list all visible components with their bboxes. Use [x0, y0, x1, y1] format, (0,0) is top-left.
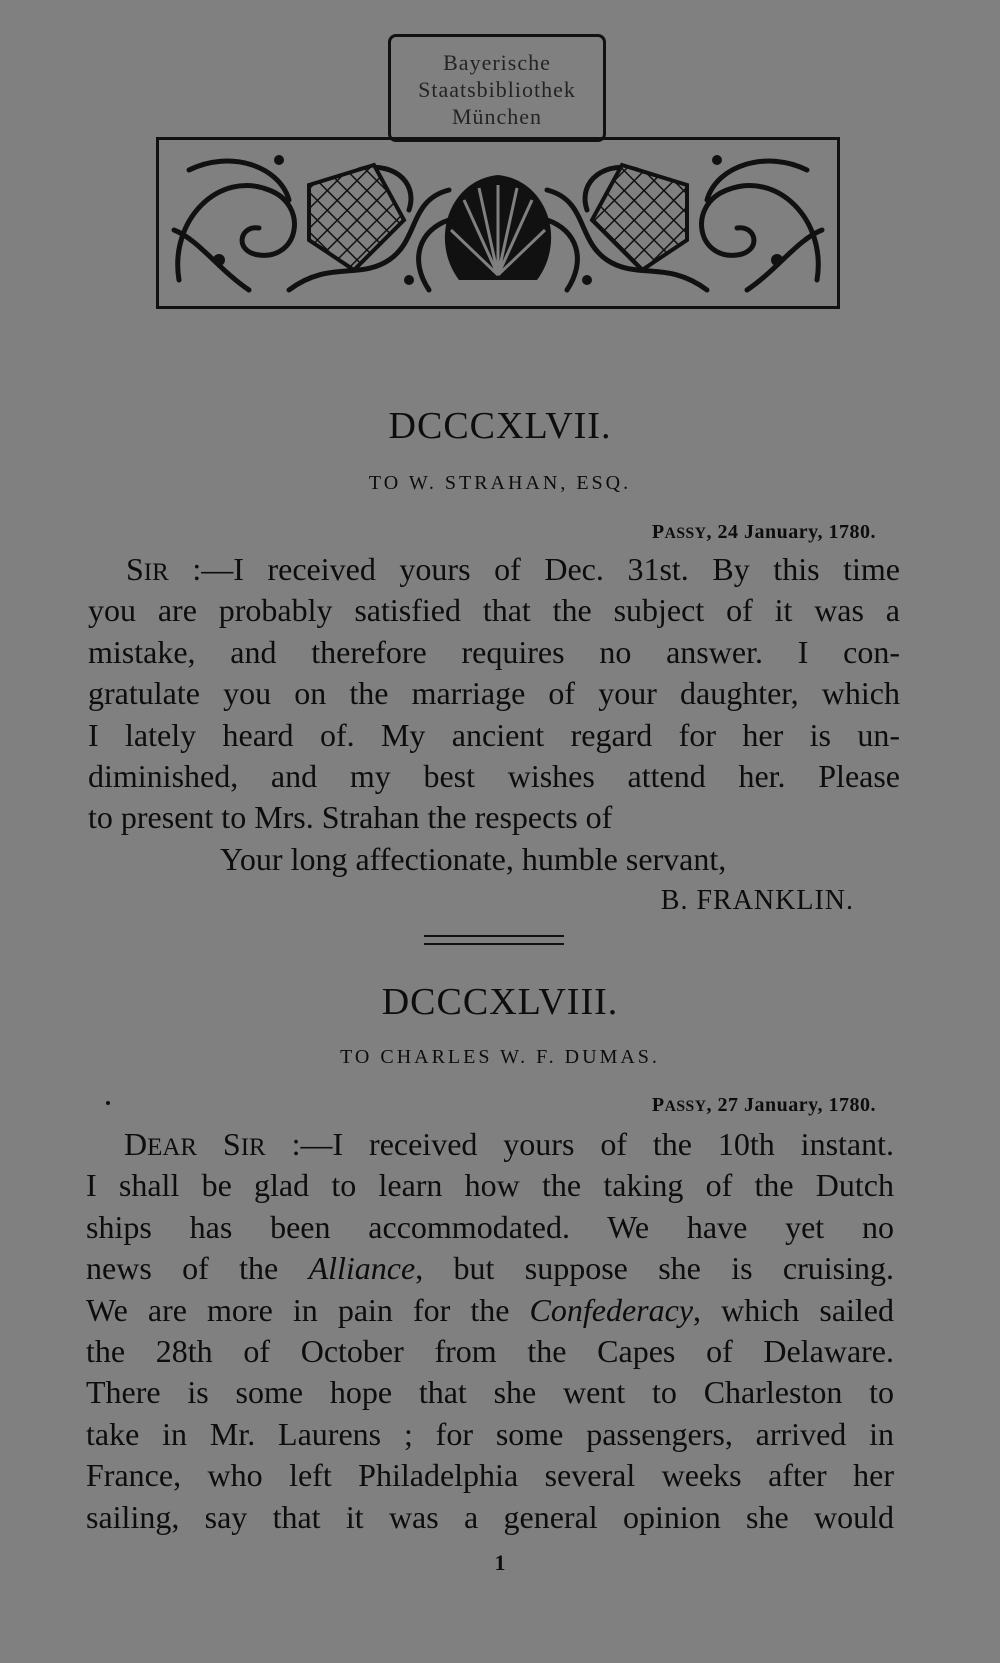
body-line: SIR :—I received yours of Dec. 31st. By this time: [126, 551, 900, 587]
body-line: France, who left Philadelphia several weeks after her: [86, 1457, 894, 1494]
body-line: I shall be glad to learn how the taking of the Dutch: [86, 1167, 894, 1204]
body-line: you are probably satisfied that the subject of it was a: [88, 592, 900, 629]
body-line: diminished, and my best wishes attend her. Please: [88, 757, 900, 794]
library-stamp: [388, 34, 606, 142]
stamp-line-2: Staatsbibliothek: [418, 77, 576, 102]
body-line: news of the Alliance, but suppose she is cruising.: [86, 1250, 895, 1287]
stamp-line-3: München: [451, 104, 543, 129]
body-line: gratulate you on the marriage of your daughter, which: [88, 675, 900, 712]
letter-1-signature: B. FRANKLIN.: [660, 885, 854, 917]
letter-1-closing: Your long affectionate, humble servant,: [220, 840, 727, 877]
speck: [106, 1101, 110, 1105]
ornamental-headpiece: [156, 137, 840, 309]
letter-1-body: [88, 549, 900, 922]
headpiece-ornament-graphic: [159, 140, 837, 306]
body-line: mistake, and therefore requires no answer. I con-: [88, 633, 900, 670]
body-line: sailing, say that it was a general opinion she would: [86, 1498, 894, 1535]
stamp-line-1: Bayerische: [443, 50, 551, 75]
body-line: take in Mr. Laurens ; for some passengers, arrived in: [86, 1415, 894, 1452]
letter-2-dateline: PASSY, 27 January, 1780.: [651, 1094, 876, 1116]
body-line: There is some hope that she went to Charleston to: [86, 1374, 894, 1411]
body-line: We are more in pain for the Confederacy, which sailed: [86, 1291, 895, 1328]
letter-1-dateline: PASSY, 24 January, 1780.: [651, 521, 876, 543]
letter-1-addressee: TO W. STRAHAN, ESQ.: [368, 472, 632, 494]
letter-2-body: [86, 1124, 894, 1538]
body-line: the 28th of October from the Capes of Delaware.: [86, 1332, 894, 1369]
body-line: DEAR SIR :—I received yours of the 10th instant.: [124, 1126, 895, 1162]
page-number: 1: [494, 1550, 506, 1575]
letter-2-number: DCCCXLVIII.: [381, 981, 619, 1023]
divider-rule-top: [424, 935, 564, 937]
letter-2-addressee: TO CHARLES W. F. DUMAS.: [340, 1046, 660, 1068]
divider-rule-bottom: [424, 943, 564, 945]
letter-1-number: DCCCXLVII.: [388, 405, 612, 447]
body-line: to present to Mrs. Strahan the respects of: [88, 799, 613, 836]
body-line: ships has been accommodated. We have yet no: [86, 1208, 894, 1245]
body-line: I lately heard of. My ancient regard for her is un-: [88, 716, 900, 753]
